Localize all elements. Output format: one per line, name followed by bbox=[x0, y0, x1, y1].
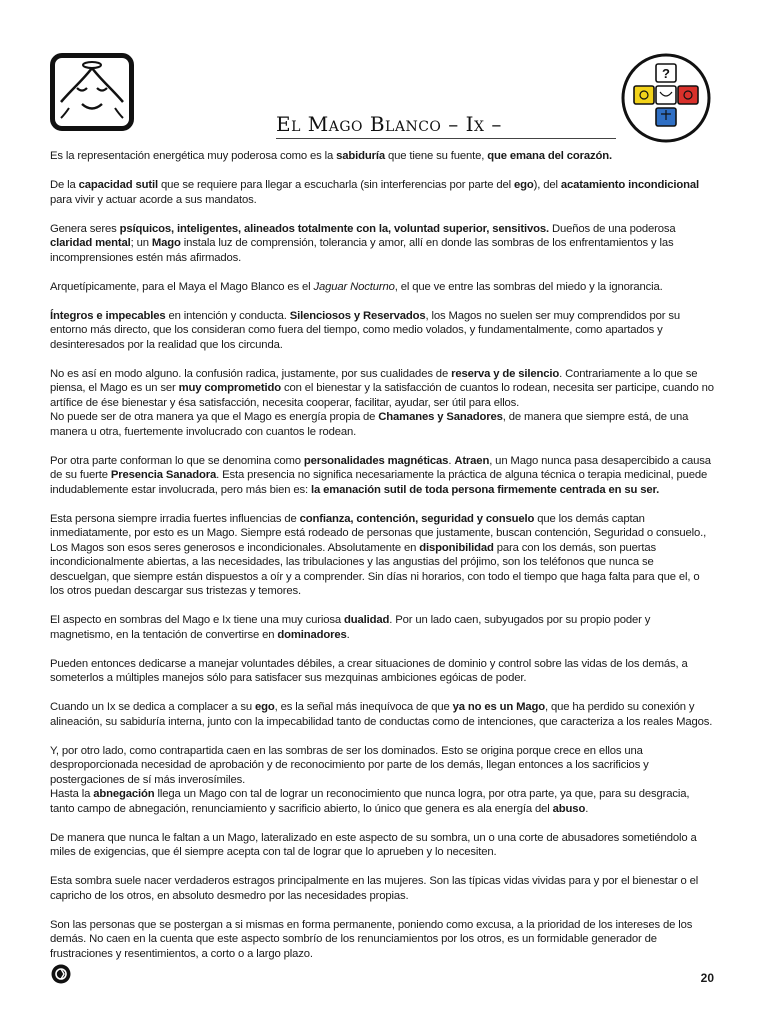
bold-text-run: personalidades magnéticas bbox=[303, 454, 449, 467]
bold-text-run: la emanación sutil de toda persona firmemente centrada en su ser. bbox=[310, 483, 660, 496]
paragraph bbox=[50, 367, 714, 411]
paragraph bbox=[50, 787, 714, 816]
bold-text-run: Mago bbox=[151, 237, 181, 249]
bold-text-run: ego bbox=[513, 179, 534, 191]
text-run: . bbox=[448, 454, 455, 467]
paragraph bbox=[50, 512, 714, 599]
text-run: para con los demás, son puertas incondicionalmente abiertas, a las necesidades, las tribulaciones y las angustias del prójimo, son los teléfonos que nunca se descuelgan, que siempre están dispuestos a oír y a comprender. Sin días ni horarios, con todo el tiempo que haga falta para que el, o los otros puedan descargar sus tristezas y temores. bbox=[50, 541, 700, 597]
bold-text-run: claridad mental bbox=[50, 237, 131, 249]
text-run: Hasta la bbox=[50, 788, 94, 800]
paragraph bbox=[50, 700, 714, 729]
paragraph bbox=[50, 149, 714, 164]
bold-text-run: Silenciosos y Reservados bbox=[289, 309, 426, 322]
text-run: . Contrariamente a lo que se piensa, el Mago es un ser bbox=[50, 367, 698, 394]
paragraph bbox=[50, 454, 714, 498]
text-run: De manera que nunca le faltan a un Mago, lateralizado en este aspecto de su sombra, un o una corte de abusadores sometiéndolo a miles de exigencias, que él siempre acepta con tal de lograr que lo aprueben y lo necesiten. bbox=[50, 831, 697, 858]
paragraph bbox=[50, 918, 714, 962]
bold-text-run: dominadores bbox=[277, 628, 347, 641]
text-run: , el que ve entre las sombras del miedo y la ignorancia. bbox=[394, 280, 663, 293]
text-run: para vivir y actuar acorde a sus mandatos. bbox=[50, 193, 257, 206]
bold-text-run: ego bbox=[255, 701, 275, 713]
bold-text-run: disponibilidad bbox=[419, 541, 494, 554]
text-run: Arquetípicamente, para el Maya el Mago Blanco es el bbox=[50, 280, 314, 293]
bold-text-run: capacidad sutil bbox=[78, 179, 158, 191]
text-run: . bbox=[585, 802, 589, 815]
bold-text-run: muy comprometido bbox=[178, 382, 282, 394]
bold-text-run: sabiduría bbox=[336, 150, 385, 162]
text-run: El aspecto en sombras del Mago e Ix tiene una muy curiosa bbox=[50, 614, 344, 626]
bold-text-run: abnegación bbox=[93, 788, 155, 800]
text-run: Y, por otro lado, como contrapartida caen en las sombras de ser los dominados. Esto se origina porque crece en ellos una desproporcionada necesidad de aprobación y de reconocimiento por parte de los demás, llegan entonces a los sacrificios y postergaciones de sí más inverosímiles. bbox=[50, 744, 649, 786]
paragraph bbox=[50, 222, 714, 266]
mayan-glyph-ix-icon bbox=[50, 53, 134, 131]
bold-text-run: que emana del corazón. bbox=[487, 150, 612, 162]
bold-text-run: acatamiento incondicional bbox=[560, 179, 699, 191]
text-run: instala luz de comprensión, tolerancia y amor, allí en donde las sombras de los enfrentamientos y las incomprensiones estén más afirmados. bbox=[50, 237, 674, 264]
bold-text-run: abuso bbox=[552, 802, 586, 815]
emblem-question-mark: ? bbox=[662, 66, 670, 81]
text-run: Son las personas que se postergan a si mismas en forma permanente, poniendo como excusa, a la prioridad de los intereses de los demás. No caen en la cuenta que este aspecto sombrío de los renunciamientos por los otros, es un formidable generador de frustraciones y resentimientos, a corto o a largo plazo. bbox=[50, 918, 693, 960]
page-number: 20 bbox=[700, 971, 714, 985]
text-run: Genera seres bbox=[50, 222, 120, 235]
body-text bbox=[50, 149, 714, 961]
text-run: Esta persona siempre irradia fuertes influencias de bbox=[50, 512, 300, 525]
bold-text-run: Atraen bbox=[454, 454, 490, 467]
text-run: Dueños de una poderosa bbox=[548, 222, 676, 235]
italic-text-run: Jaguar Nocturno bbox=[313, 280, 395, 293]
text-run: ), del bbox=[533, 179, 561, 191]
text-run: . Por un lado caen, subyugados por su propio poder y magnetismo, en la tentación de convertirse en bbox=[50, 614, 651, 641]
bold-text-run: psíquicos, inteligentes, alineados totalmente con la, voluntad superior, sensitivos. bbox=[119, 222, 549, 235]
text-run: en intención y conducta. bbox=[165, 309, 290, 322]
paragraph bbox=[50, 178, 714, 207]
paragraph bbox=[50, 280, 714, 295]
text-run: No es así en modo alguno. la confusión radica, justamente, por sus cualidades de bbox=[50, 367, 452, 380]
text-run: Esta sombra suele nacer verdaderos estragos principalmente en las mujeres. Son las típicas vidas vividas para y por el bienestar o el capricho de los otros, en absoluto desmedro por las necesidades propias. bbox=[50, 875, 699, 902]
bold-text-run: confianza, contención, seguridad y consuelo bbox=[299, 512, 535, 525]
text-run: Pueden entonces dedicarse a manejar voluntades débiles, a crear situaciones de dominio y control sobre las vidas de los demás, a someterlos a múltiples manejos sólo para satisfacer sus mezquinas ambiciones egóicas de poder. bbox=[50, 657, 688, 684]
text-run: , que ha perdido su conexión y alineación, su sabiduría interna, junto con la impecabilidad tanto de conductas como de intenciones, que caracteriza a los reales Magos. bbox=[50, 701, 713, 728]
bold-text-run: Íntegros e impecables bbox=[50, 309, 166, 322]
bold-text-run: reserva y de silencio bbox=[451, 367, 560, 380]
text-run: con el bienestar y la satisfacción de cuantos lo rodean, necesita ser participe, cuando no artífice de ése bienestar y ésa satisfacción, necesita cooperar, facilitar, ayudar, ser útil para ellos. bbox=[50, 382, 714, 409]
text-run: No puede ser de otra manera ya que el Mago es energía propia de bbox=[50, 411, 379, 423]
bold-text-run: Chamanes y Sanadores bbox=[378, 411, 503, 423]
text-run: Por otra parte conforman lo que se denomina como bbox=[50, 454, 304, 467]
text-run: , de manera que siempre está, de una manera u otra, fuertemente involucrado con cuantos le rodean. bbox=[50, 411, 689, 438]
page-title: El Mago Blanco – Ix – bbox=[276, 112, 502, 136]
paragraph bbox=[50, 410, 714, 439]
text-run: Cuando un Ix se dedica a complacer a su bbox=[50, 701, 256, 713]
text-run: que los demás captan inmediatamente, por esto es un Mago. Siempre está rodeado de personas que justamente, buscan contención, Seguridad o consuelo., Los Magos son esos seres generosos e incondicionales. Absolutamente en bbox=[50, 512, 707, 554]
text-run: Es la representación energética muy poderosa como es la bbox=[50, 150, 337, 162]
bold-text-run: ya no es un Mago bbox=[452, 701, 546, 713]
bold-text-run: Presencia Sanadora bbox=[110, 469, 217, 481]
bold-text-run: dualidad bbox=[343, 614, 390, 626]
text-run: , es la señal más inequívoca de que bbox=[274, 701, 453, 713]
text-run: . bbox=[346, 628, 350, 641]
text-run: llega un Mago con tal de lograr un reconocimiento que nunca logra, por otra parte, ya que, para su desgracia, tanto campo de abnegación, renunciamiento y sacrificio abierto, lo único que genera es ala energía del bbox=[50, 788, 690, 815]
text-run: ; un bbox=[130, 237, 152, 249]
paragraph bbox=[50, 309, 714, 353]
paragraph bbox=[50, 831, 714, 860]
text-run: que tiene su fuente, bbox=[384, 150, 488, 162]
text-run: . Esta presencia no significa necesariamente la práctica de alguna técnica o terapia medicinal, puede indudablemente estar involucrada, pero más bien es: bbox=[50, 469, 708, 496]
paragraph bbox=[50, 613, 714, 642]
text-run: , un Mago nunca pasa desapercibido a causa de su fuerte bbox=[50, 454, 711, 481]
paragraph bbox=[50, 874, 714, 903]
paragraph bbox=[50, 744, 714, 788]
oracle-emblem-icon bbox=[620, 52, 712, 144]
text-run: , los Magos no suelen ser muy comprendidos por su entorno más directo, que los consideran como fuera del tiempo, como medio volados, y fundamentalmente, como apartados y desinteresados por la realidad que los circunda. bbox=[50, 309, 681, 351]
text-run: De la bbox=[50, 179, 79, 191]
footer-logo-icon bbox=[50, 963, 72, 985]
paragraph bbox=[50, 657, 714, 686]
title-underline bbox=[276, 138, 616, 139]
text-run: que se requiere para llegar a escucharla (sin interferencias por parte del bbox=[158, 179, 514, 191]
